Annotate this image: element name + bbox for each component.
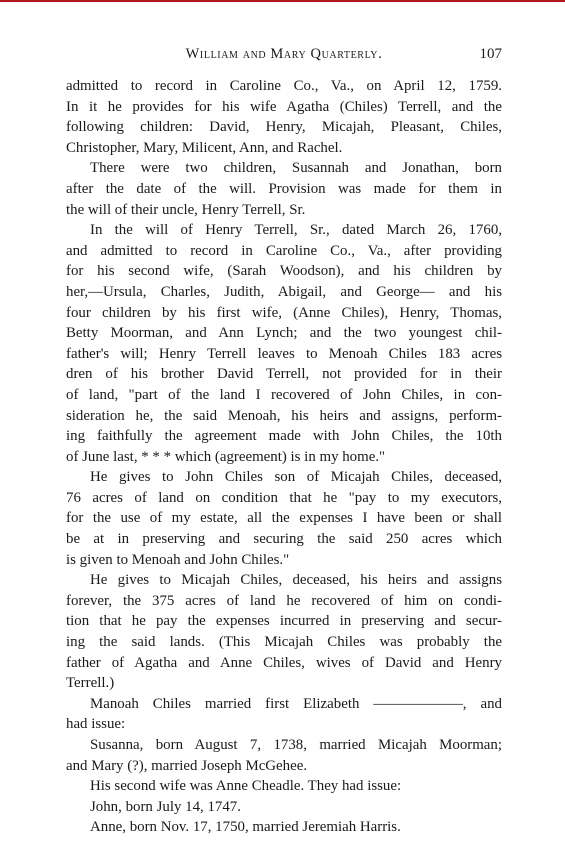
text-line: Christopher, Mary, Milicent, Ann, and Rachel. (66, 139, 343, 156)
text-line: His second wife was Anne Cheadle. They had issue: (90, 778, 402, 795)
text-line: dren of his brother David Terrell, not provided for in their (66, 366, 502, 383)
text-line: following children: David, Henry, Micajah, Pleasant, Chiles, (66, 119, 502, 136)
text-line: Manoah Chiles married first Elizabeth ——————, and (90, 695, 502, 712)
running-head (66, 46, 502, 68)
paragraph (66, 694, 502, 735)
text-line: There were two children, Susannah and Jonathan, born (90, 160, 502, 177)
text-line: ing faithfully the agreement made with John Chiles, the 10th (66, 428, 502, 445)
text-line: admitted to record in Caroline Co., Va., on April 12, 1759. (66, 78, 502, 94)
text-line: He gives to John Chiles son of Micajah Chiles, deceased, (90, 469, 502, 486)
text-line: for his second wife, (Sarah Woodson), and his children by (66, 263, 502, 280)
paragraph (66, 570, 502, 694)
text-line: sideration he, the said Menoah, his heirs and assigns, perform- (66, 407, 502, 424)
book-page (66, 46, 502, 838)
text-line: her,—Ursula, Charles, Judith, Abigail, and George— and his (66, 283, 502, 300)
paragraph (66, 797, 502, 818)
text-line: Betty Moorman, and Ann Lynch; and the two youngest chil- (66, 325, 502, 342)
text-line: father of Agatha and Anne Chiles, wives of David and Henry (66, 654, 502, 671)
paragraph (66, 467, 502, 570)
text-line: for the use of my estate, all the expenses I have been or shall (66, 510, 502, 527)
top-border-rule (0, 0, 565, 2)
text-line: father's will; Henry Terrell leaves to Menoah Chiles 183 acres (66, 345, 502, 362)
text-line: He gives to Micajah Chiles, deceased, his heirs and assigns (90, 572, 502, 589)
body-text (66, 76, 502, 838)
text-line: of June last, * * * which (agreement) is in my home." (66, 448, 386, 465)
text-line: In it he provides for his wife Agatha (Chiles) Terrell, and the (66, 98, 502, 115)
text-line: Terrell.) (66, 675, 115, 692)
text-line: ing the said lands. (This Micajah Chiles was probably the (66, 634, 502, 651)
text-line: is given to Menoah and John Chiles." (66, 551, 290, 568)
journal-title: William and Mary Quarterly. (185, 46, 383, 62)
text-line: and Mary (?), married Joseph McGehee. (66, 757, 308, 774)
paragraph (66, 220, 502, 467)
text-line: 76 acres of land on condition that he "pay to my executors, (66, 489, 502, 506)
paragraph (66, 776, 502, 797)
page-number: 107 (479, 46, 502, 62)
text-line: after the date of the will. Provision was made for them in (66, 180, 502, 197)
text-line: had issue: (66, 716, 126, 733)
text-line: four children by his first wife, (Anne Chiles), Henry, Thomas, (66, 304, 502, 321)
text-line: tion that he pay the expenses incurred in preserving and secur- (66, 613, 502, 630)
text-line: the will of their uncle, Henry Terrell, Sr. (66, 201, 306, 218)
text-line: of land, "part of the land I recovered of John Chiles, in con- (66, 386, 502, 403)
text-line: forever, the 375 acres of land he recovered of him on condi- (66, 592, 502, 609)
text-line: be at in preserving and securing the said 250 acres which (66, 531, 502, 548)
text-line: In the will of Henry Terrell, Sr., dated March 26, 1760, (90, 222, 502, 239)
text-line: and admitted to record in Caroline Co., Va., after providing (66, 242, 502, 259)
paragraph (66, 735, 502, 776)
text-line: John, born July 14, 1747. (90, 798, 241, 815)
paragraph (66, 817, 502, 838)
paragraph (66, 158, 502, 220)
text-line: Anne, born Nov. 17, 1750, married Jeremiah Harris. (90, 819, 401, 836)
paragraph (66, 76, 502, 158)
text-line: Susanna, born August 7, 1738, married Micajah Moorman; (90, 737, 502, 753)
